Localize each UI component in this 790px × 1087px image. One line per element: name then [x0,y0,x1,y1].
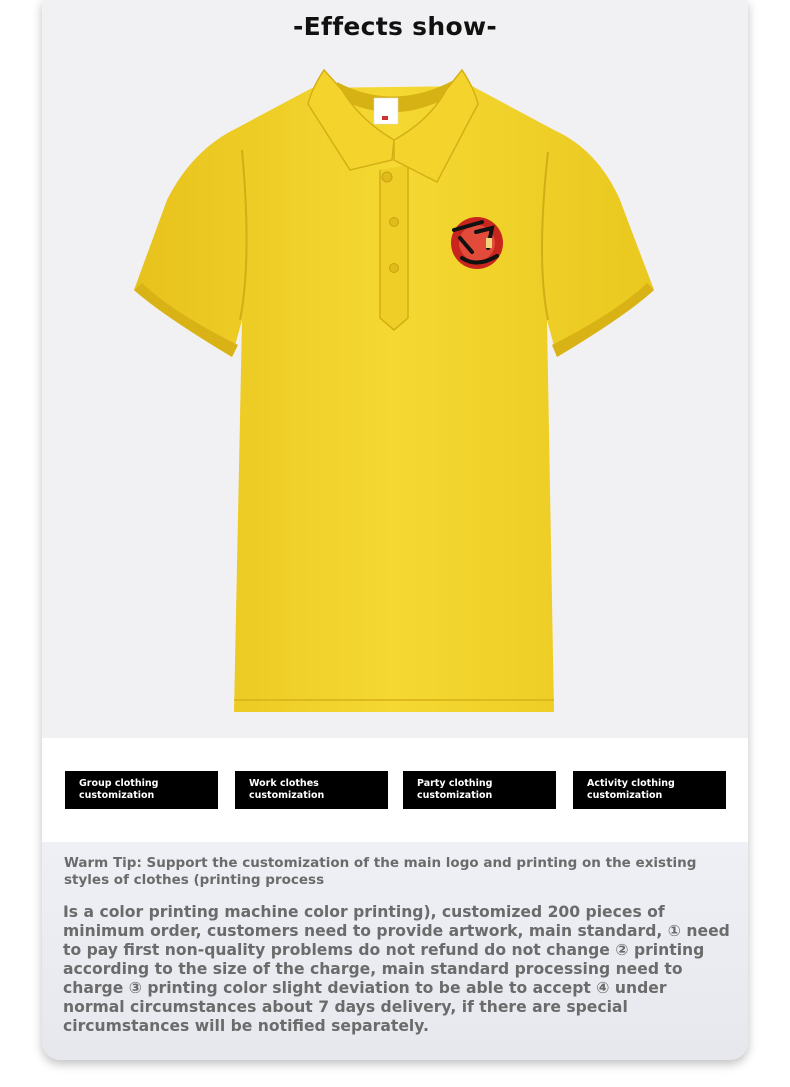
section-title: -Effects show- [292,12,498,41]
tip-details: Is a color printing machine color printing), customized 200 pieces of minimum order, customers need to provide artwork, main standard, ① need to pay first non-quality problems do not refund do not change ② printing according to the size of the charge, main standard processing need to charge ③ printing color slight deviation to be able to accept ④ under normal circumstances about 7 days delivery, if there are special circumstances will be notified separately. [63,903,730,1035]
tip-section [42,842,748,1060]
customization-tags [42,738,748,842]
product-card [42,0,748,1060]
chinese-calligraphy-logo-icon [442,208,512,278]
polo-shirt-image [42,0,748,738]
shirt-showcase [42,0,748,738]
tag-activity-clothing: Activity clothing customization [573,771,726,809]
warm-tip: Warm Tip: Support the customization of the main logo and printing on the existing styles of clothes (printing process [64,855,697,888]
tag-work-clothes: Work clothes customization [235,771,388,809]
tag-group-clothing: Group clothing customization [65,771,218,809]
tag-party-clothing: Party clothing customization [403,771,556,809]
